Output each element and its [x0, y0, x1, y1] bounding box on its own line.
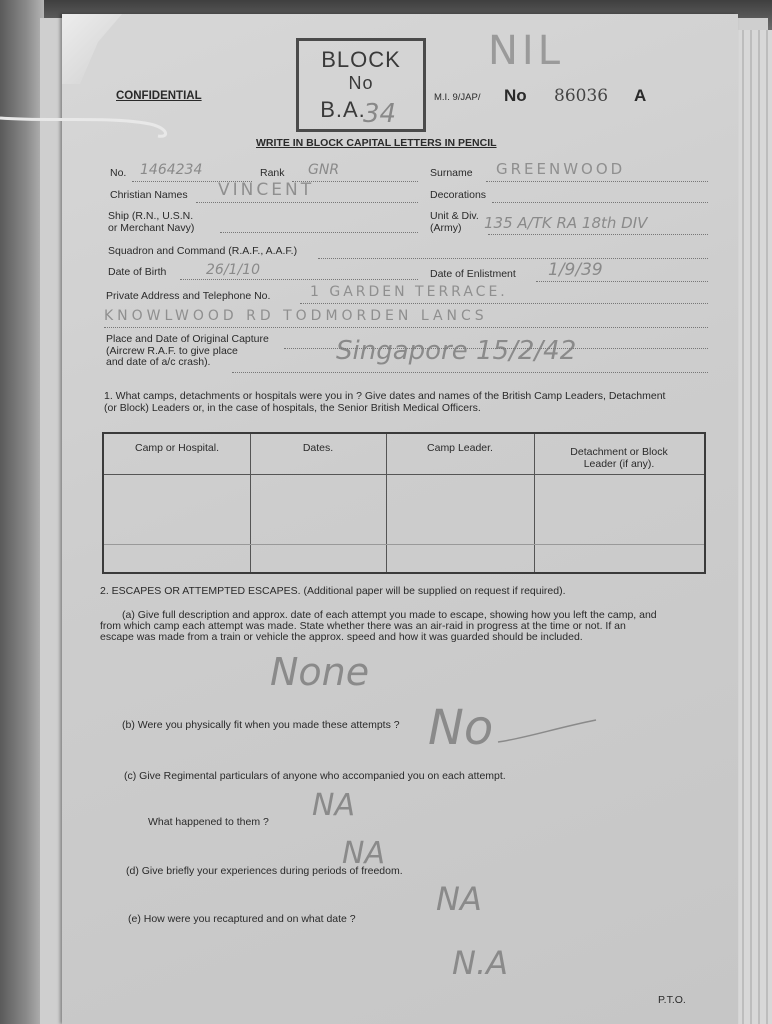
- ship-label-line-2: or Merchant Navy): [108, 222, 195, 234]
- unit-label: [430, 210, 479, 234]
- nil-mark: NIL: [488, 28, 565, 74]
- capture-label-line-2: (Aircrew R.A.F. to give place: [106, 344, 238, 357]
- enlistment-label: Date of Enlistment: [430, 268, 516, 280]
- answer-2c: NA: [312, 788, 355, 823]
- question-2e: (e) How were you recaptured and on what date ?: [128, 913, 356, 925]
- enlistment-value: 1/9/39: [548, 260, 603, 280]
- surname-label: Surname: [430, 167, 473, 179]
- camps-table: [102, 432, 706, 574]
- ship-label: [108, 210, 194, 234]
- binder-spine: [0, 0, 44, 1024]
- christian-names-label: Christian Names: [110, 189, 188, 201]
- answer-2c-followup: NA: [342, 836, 385, 871]
- capture-label: [106, 334, 269, 369]
- table-header-dates: Dates.: [302, 442, 334, 454]
- answer-2b: No: [428, 700, 494, 756]
- rank-label: Rank: [260, 167, 285, 179]
- answer-2e: N.A: [452, 944, 508, 982]
- stamp-number: 34: [363, 99, 397, 129]
- number-label: No: [504, 86, 527, 105]
- stamp-line-2: No: [348, 73, 374, 93]
- capture-value: Singapore 15/2/42: [336, 336, 577, 366]
- question-2d: (d) Give briefly your experiences during periods of freedom.: [126, 865, 403, 877]
- serial-suffix: A: [634, 86, 647, 105]
- question-1-line-2: (or Block) Leaders or, in the case of hospitals, the Senior British Medical Officers.: [104, 402, 481, 414]
- question-2a-line-1: (a) Give full description and approx. date of each attempt you made to escape, showing how you left the camp, and: [122, 609, 657, 621]
- address-line-1: 1 GARDEN TERRACE.: [310, 284, 508, 300]
- unit-label-line-1: Unit & Div.: [430, 210, 479, 222]
- block-stamp: [296, 38, 426, 132]
- pto-label: P.T.O.: [658, 994, 686, 1006]
- question-2c-followup: What happened to them ?: [148, 816, 269, 828]
- decorations-label: Decorations: [430, 189, 487, 201]
- table-header-detachment: [534, 446, 704, 470]
- question-2c: (c) Give Regimental particulars of anyone who accompanied you on each attempt.: [124, 770, 506, 782]
- answer-2a: None: [270, 650, 370, 694]
- question-2a-line-3: escape was made from a train or vehicle the approx. speed and how it was guarded should be included.: [100, 631, 583, 643]
- answer-2d: NA: [436, 880, 482, 918]
- capture-label-line-1: Place and Date of Original Capture: [106, 333, 269, 345]
- serial-number: 86036: [554, 86, 609, 106]
- table-header-camp: Camp or Hospital.: [134, 442, 220, 454]
- stamp-line-1: BLOCK: [321, 47, 401, 72]
- mi-reference: M.I. 9/JAP/: [434, 92, 481, 103]
- rank-value: GNR: [308, 162, 340, 178]
- question-2b: (b) Were you physically fit when you made these attempts ?: [122, 719, 400, 731]
- instruction-heading: WRITE IN BLOCK CAPITAL LETTERS IN PENCIL: [256, 137, 497, 149]
- tie-string-icon: [0, 112, 175, 142]
- question-2a-line-2: from which camp each attempt was made. State whether there was an air-raid in progress at the time or not. If an: [100, 620, 626, 632]
- address-line-2: KNOWLWOOD RD TODMORDEN LANCS: [104, 308, 488, 324]
- service-number-label: No.: [110, 167, 127, 179]
- service-number-value: 1464234: [140, 162, 203, 178]
- surname-value: GREENWOOD: [496, 160, 626, 178]
- confidential-label: CONFIDENTIAL: [116, 90, 202, 102]
- unit-value: 135 A/TK RA 18th DIV: [484, 214, 648, 232]
- stamp-line-3: B.A.: [320, 97, 366, 122]
- answer-2b-stroke-icon: [496, 716, 600, 746]
- capture-label-line-3: and date of a/c crash).: [106, 356, 211, 368]
- table-header-leader: Camp Leader.: [427, 442, 493, 454]
- address-label: Private Address and Telephone No.: [106, 290, 271, 302]
- table-header-detachment-line-1: Detachment or Block: [570, 446, 668, 458]
- question-2-title: 2. ESCAPES OR ATTEMPTED ESCAPES. (Additional paper will be supplied on request if required).: [100, 585, 566, 597]
- ship-label-line-1: Ship (R.N., U.S.N.: [108, 210, 194, 222]
- unit-label-line-2: (Army): [430, 222, 462, 234]
- squadron-label: Squadron and Command (R.A.F., A.A.F.): [108, 245, 298, 257]
- table-header-detachment-line-2: Leader (if any).: [583, 458, 655, 470]
- dob-label: Date of Birth: [108, 266, 167, 278]
- question-1-line-1: 1. What camps, detachments or hospitals were you in ? Give dates and names of the British Camp Leaders, Detachment: [104, 390, 666, 402]
- dob-value: 26/1/10: [206, 262, 260, 278]
- christian-names-value: VINCENT: [218, 180, 315, 200]
